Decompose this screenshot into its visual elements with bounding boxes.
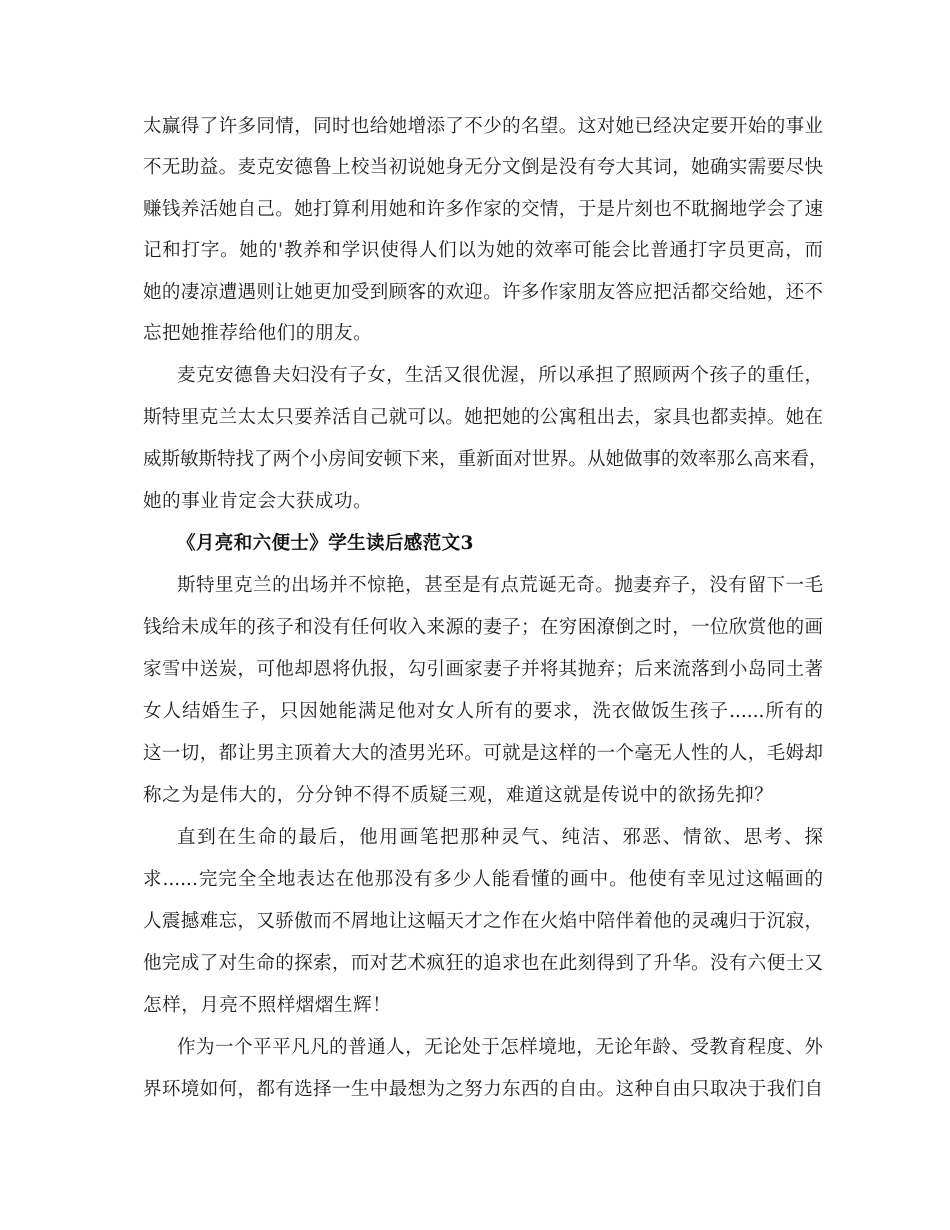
text-line: 称之为是伟大的，分分钟不得不质疑三观，难道这就是传说中的欲扬先抑？ xyxy=(143,785,774,806)
text-line: 斯特里克兰太太只要养活自己就可以。她把她的公寓租出去，家具也都卖掉。她在 xyxy=(143,407,823,428)
text-line: 这一切，都让男主顶着大大的渣男光环。可就是这样的一个毫无人性的人，毛姆却 xyxy=(143,743,823,764)
text-line: 不无助益。麦克安德鲁上校当初说她身无分文倒是没有夸大其词，她确实需要尽快 xyxy=(143,157,823,178)
text-line: 威斯敏斯特找了两个小房间安顿下来，重新面对世界。从她做事的效率那么高来看， xyxy=(143,449,828,470)
text-line: 赚钱养活她自己。她打算利用她和许多作家的交情，于是片刻也不耽搁地学会了速 xyxy=(143,199,823,220)
section-heading: 《月亮和六便士》学生读后感范文3 xyxy=(177,533,474,554)
text-line: 麦克安德鲁夫妇没有子女，生活又很优渥，所以承担了照顾两个孩子的重任， xyxy=(177,365,823,386)
text-line: 怎样，月亮不照样熠熠生辉！ xyxy=(143,995,392,1016)
text-line: 钱给未成年的孩子和没有任何收入来源的妻子；在穷困潦倒之时，一位欣赏他的画 xyxy=(143,617,823,638)
text-line: 女人结婚生子，只因她能满足他对女人所有的要求，洗衣做饭生孩子......所有的 xyxy=(143,701,823,722)
text-line: 忘把她推荐给他们的朋友。 xyxy=(143,323,373,344)
text-line: 界环境如何，都有选择一生中最想为之努力东西的自由。这种自由只取决于我们自 xyxy=(143,1079,823,1100)
text-line: 她的事业肯定会大获成功。 xyxy=(143,491,373,512)
text-line: 她的凄凉遭遇则让她更加受到顾客的欢迎。许多作家朋友答应把活都交给她，还不 xyxy=(143,282,823,303)
text-line: 记和打字。她的'教养和学识使得人们以为她的效率可能会比普通打字员更高，而 xyxy=(143,240,823,261)
text-line: 直到在生命的最后，他用画笔把那种灵气、纯洁、邪恶、情欲、思考、探 xyxy=(177,827,823,848)
text-line: 作为一个平平凡凡的普通人，无论处于怎样境地，无论年龄、受教育程度、外 xyxy=(177,1037,823,1058)
text-line: 人震撼难忘，又骄傲而不屑地让这幅天才之作在火焰中陪伴着他的灵魂归于沉寂， xyxy=(143,911,823,932)
text-line: 太赢得了许多同情，同时也给她增添了不少的名望。这对她已经决定要开始的事业 xyxy=(143,116,823,137)
text-line: 求......完完全全地表达在他那没有多少人能看懂的画中。他使有幸见过这幅画的 xyxy=(143,869,823,890)
text-line: 家雪中送炭，可他却恩将仇报，勾引画家妻子并将其抛弃；后来流落到小岛同土著 xyxy=(143,659,823,680)
text-line: 斯特里克兰的出场并不惊艳，甚至是有点荒诞无奇。抛妻弃子，没有留下一毛 xyxy=(177,575,823,596)
text-line: 他完成了对生命的探索，而对艺术疯狂的追求也在此刻得到了升华。没有六便士又 xyxy=(143,953,823,974)
